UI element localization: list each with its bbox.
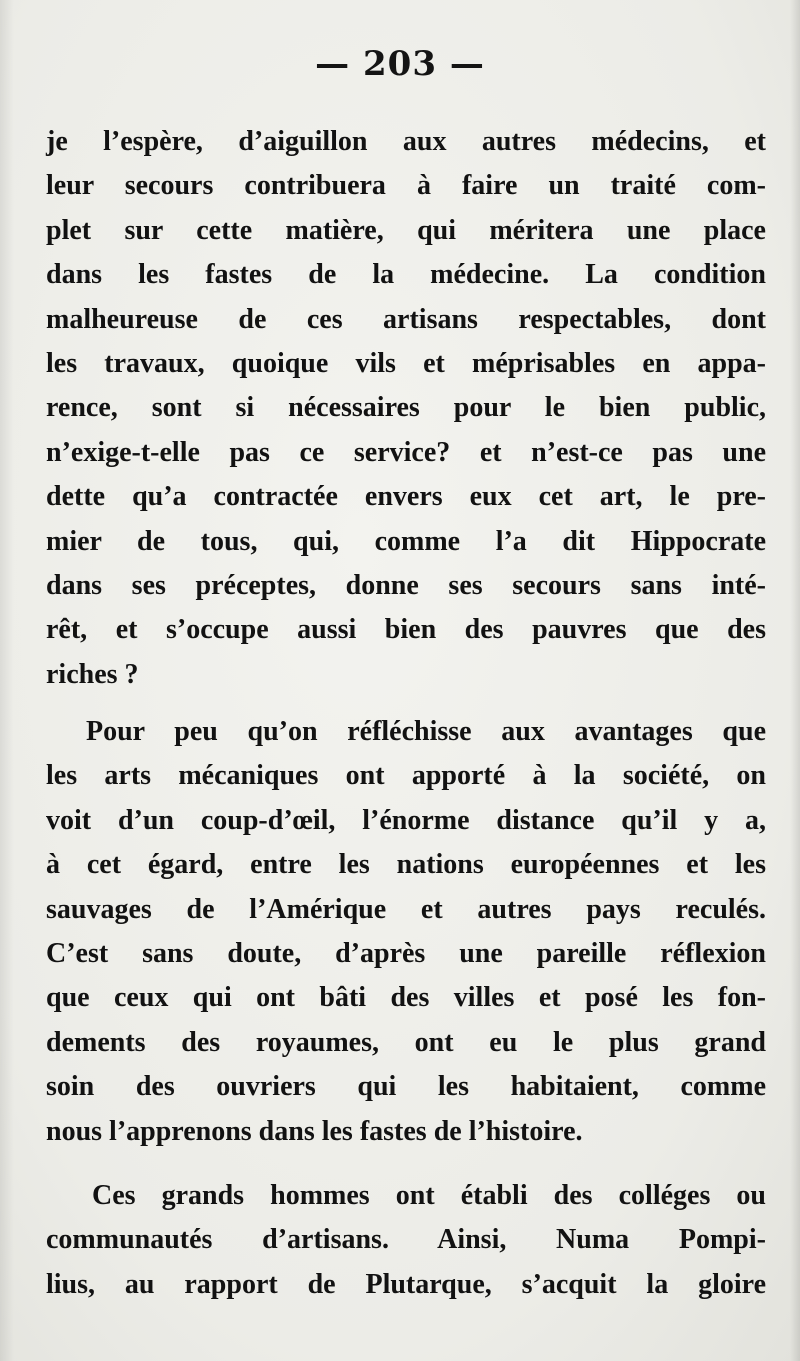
text-line: que ceux qui ont bâti des villes et posé les fon- (46, 982, 766, 1014)
text-line: riches ? (46, 658, 139, 690)
text-line: à cet égard, entre les nations européennes et les (46, 849, 766, 881)
text-line: rêt, et s’occupe aussi bien des pauvres que des (46, 614, 766, 646)
text-line: communautés d’artisans. Ainsi, Numa Pompi- (46, 1224, 766, 1256)
text-line: Pour peu qu’on réfléchisse aux avantages que (86, 716, 766, 747)
text-line: lius, au rapport de Plutarque, s’acquit la gloire (46, 1268, 766, 1300)
text-line: leur secours contribuera à faire un traité com- (46, 170, 766, 202)
text-line: dans ses préceptes, donne ses secours sans inté- (46, 569, 766, 601)
text-line: dans les fastes de la médecine. La condition (46, 259, 766, 291)
paragraph-1 (46, 120, 766, 697)
text-line: je l’espère, d’aiguillon aux autres médecins, et (46, 126, 766, 157)
text-line: voit d’un coup-d’œil, l’énorme distance qu’il y a, (46, 804, 766, 836)
text-line: les arts mécaniques ont apporté à la société, on (46, 760, 766, 792)
text-line: dements des royaumes, ont eu le plus grand (46, 1026, 766, 1058)
text-line: sauvages de l’Amérique et autres pays reculés. (46, 893, 766, 925)
page-edge-shadow (790, 0, 800, 1361)
text-line: plet sur cette matière, qui méritera une place (46, 214, 766, 246)
page-gutter-shadow (0, 0, 14, 1361)
text-line: Ces grands hommes ont établi des colléges ou (92, 1180, 766, 1211)
paragraph-3 (46, 1174, 766, 1307)
text-line: C’est sans doute, d’après une pareille réflexion (46, 937, 766, 969)
text-line: rence, sont si nécessaires pour le bien public, (46, 392, 766, 424)
text-line: nous l’apprenons dans les fastes de l’histoire. (46, 1115, 583, 1147)
text-line: n’exige-t-elle pas ce service? et n’est-ce pas une (46, 436, 766, 468)
page-number: — 203 — (315, 44, 485, 84)
paragraph-2 (46, 710, 766, 1154)
text-line: malheureuse de ces artisans respectables, dont (46, 303, 766, 335)
text-line: mier de tous, qui, comme l’a dit Hippocrate (46, 525, 766, 557)
text-line: dette qu’a contractée envers eux cet art, le pre- (46, 481, 766, 513)
text-line: les travaux, quoique vils et méprisables en appa- (46, 347, 766, 379)
text-line: soin des ouvriers qui les habitaient, comme (46, 1071, 766, 1103)
